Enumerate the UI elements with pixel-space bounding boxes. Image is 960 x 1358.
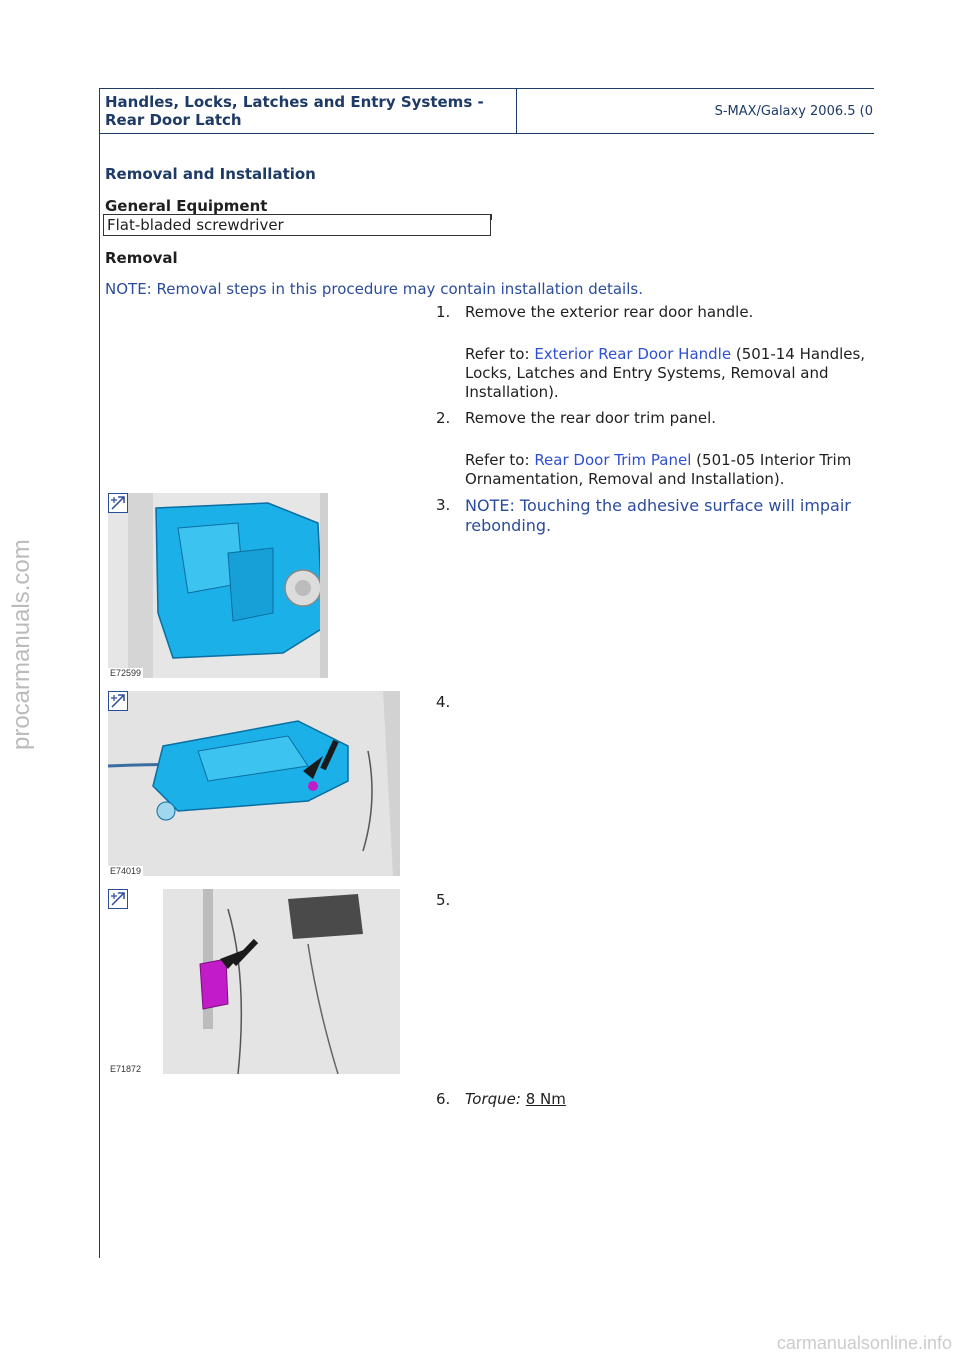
step-number: 6.: [436, 1090, 451, 1108]
latch-connector-illustration: [108, 889, 400, 1074]
section-title: Removal and Installation: [105, 165, 316, 183]
step-number: 3.: [436, 496, 451, 514]
equipment-title: General Equipment: [105, 197, 268, 215]
link-exterior-rear-door-handle[interactable]: Exterior Rear Door Handle: [534, 345, 732, 363]
page-title: Handles, Locks, Latches and Entry Systems - Rear Door Latch: [105, 93, 484, 129]
equipment-item: Flat-bladed screwdriver: [107, 216, 284, 234]
figure-code: E71872: [110, 1064, 142, 1074]
step-reference: [465, 345, 873, 402]
header-bottom-rule: [99, 133, 874, 134]
figure-code: E74019: [110, 866, 142, 876]
zoom-icon[interactable]: [108, 889, 128, 909]
removal-title: Removal: [105, 249, 178, 267]
step-text: Remove the rear door trim panel.: [465, 409, 717, 427]
latch-handle-illustration: [108, 691, 400, 876]
zoom-icon[interactable]: [108, 493, 128, 513]
watermark-left: procarmanuals.com: [8, 539, 35, 750]
figure-e74019: [108, 691, 400, 876]
torque-value[interactable]: 8 Nm: [525, 1090, 566, 1108]
step-text: Remove the exterior rear door handle.: [465, 303, 754, 321]
model-label: S-MAX/Galaxy 2006.5 (0: [714, 104, 873, 119]
step-number: 5.: [436, 891, 451, 909]
table-edge: [491, 214, 492, 220]
header-top-rule: [99, 88, 874, 89]
left-rule: [99, 88, 100, 1258]
door-panel-illustration: [108, 493, 328, 678]
step-number: 4.: [436, 693, 451, 711]
torque-label: Torque:: [465, 1090, 521, 1108]
refer-detail: (501-14 Handles, Locks, Latches and Entry Systems, Removal and Installation).: [465, 345, 866, 401]
equipment-table: [103, 214, 491, 236]
link-rear-door-trim-panel[interactable]: Rear Door Trim Panel: [534, 451, 692, 469]
refer-detail: (501-05 Interior Trim Ornamentation, Removal and Installation).: [465, 451, 852, 488]
removal-note: NOTE: Removal steps in this procedure may contain installation details.: [105, 280, 643, 298]
refer-label: Refer to:: [465, 345, 535, 363]
step-number: 2.: [436, 409, 451, 427]
zoom-icon[interactable]: [108, 691, 128, 711]
watermark-bottom: carmanualsonline.info: [776, 1333, 952, 1353]
figure-e71872: [108, 889, 400, 1074]
torque-spec: [465, 1090, 873, 1109]
step-reference: [465, 451, 873, 489]
refer-label: Refer to:: [465, 451, 535, 469]
step-note: NOTE: Touching the adhesive surface will impair rebonding.: [465, 496, 851, 535]
step-number: 1.: [436, 303, 451, 321]
figure-code: E72599: [110, 668, 142, 678]
figure-e72599: [108, 493, 328, 678]
